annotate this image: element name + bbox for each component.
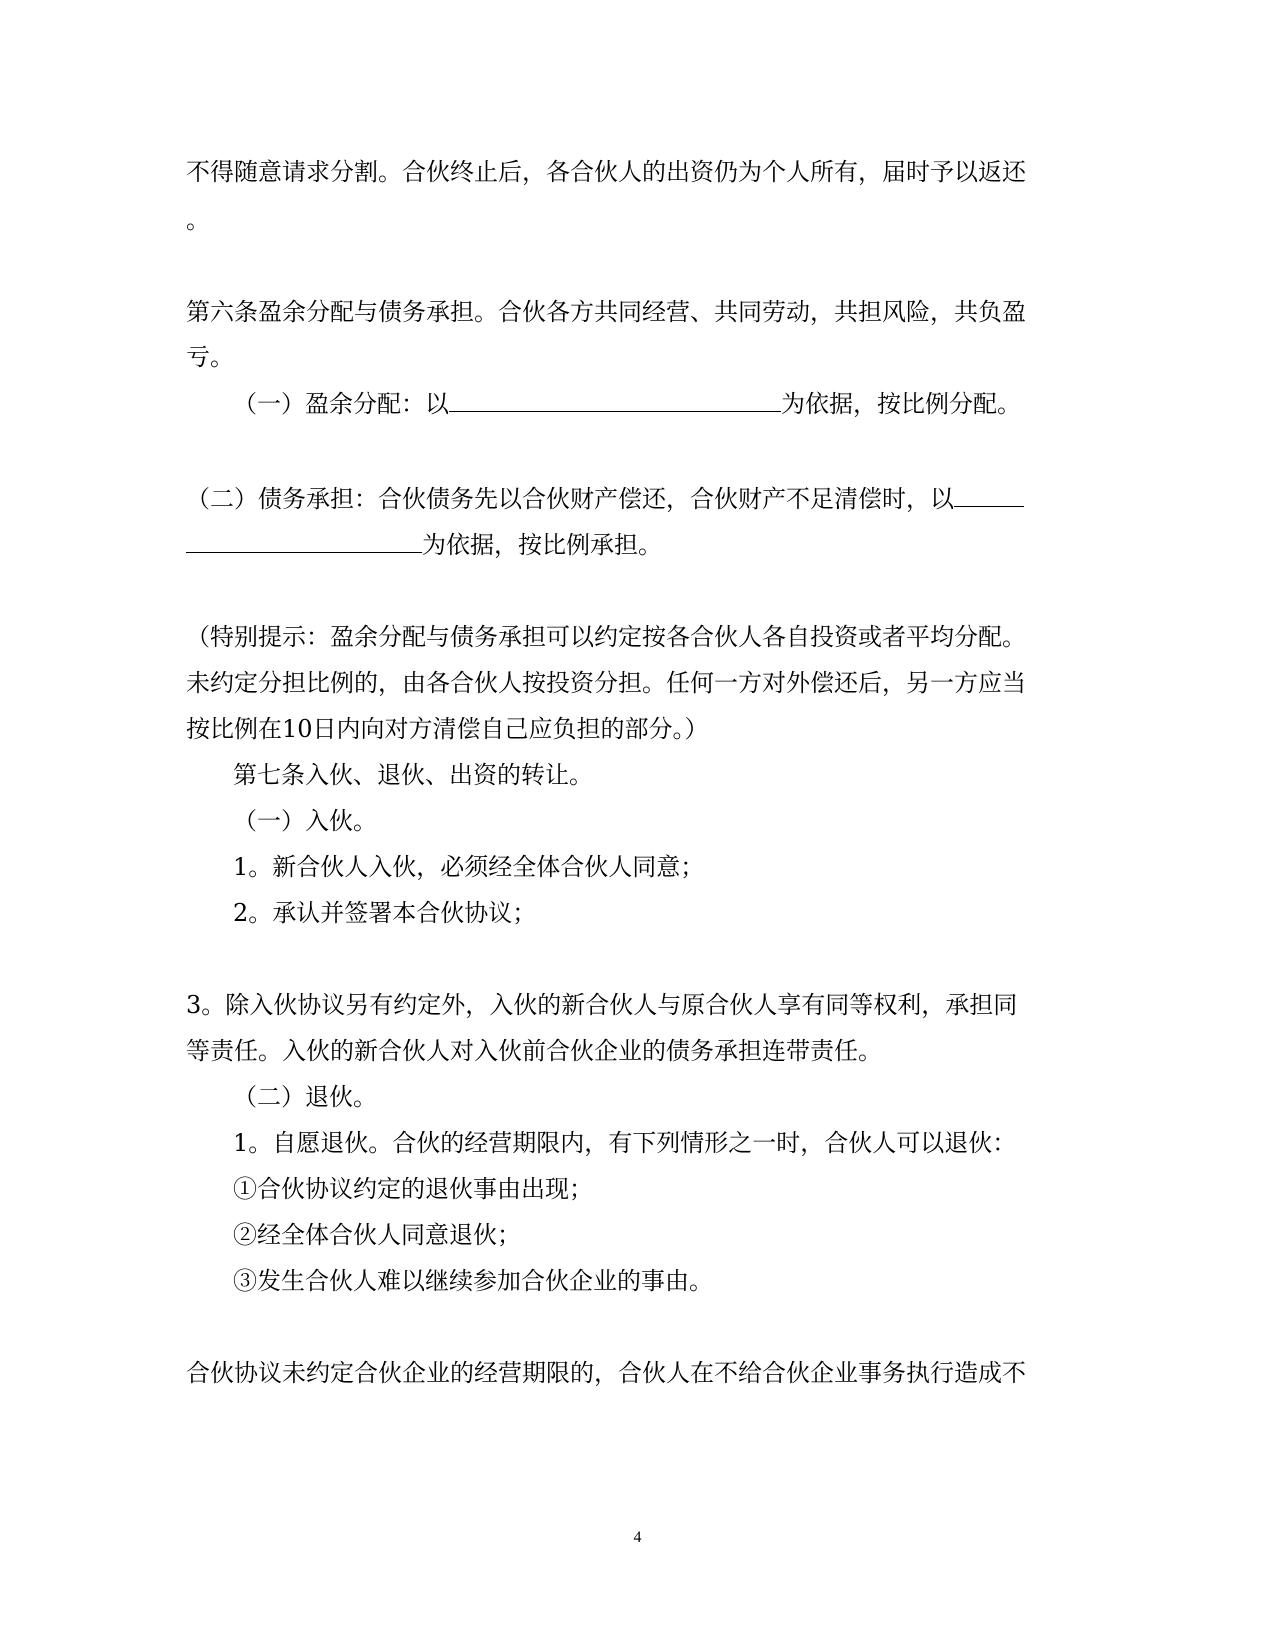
debt-bearing-clause xyxy=(186,485,1024,513)
section-heading-withdrawal: （二）退伙。 xyxy=(233,1083,377,1111)
article-six-heading: 第六条盈余分配与债务承担。合伙各方共同经营、共同劳动，共担风险，共负盈 xyxy=(186,298,1026,326)
list-item: 3。除入伙协议另有约定外，入伙的新合伙人与原合伙人享有同等权利，承担同 xyxy=(186,991,1018,1019)
special-note-line: 未约定分担比例的，由各合伙人按投资分担。任何一方对外偿还后，另一方应当 xyxy=(186,669,1026,697)
paragraph-line: 等责任。入伙的新合伙人对入伙前合伙企业的债务承担连带责任。 xyxy=(186,1037,882,1065)
clause-text: （二）债务承担：合伙债务先以合伙财产偿还，合伙财产不足清偿时，以 xyxy=(186,485,954,513)
paragraph-line: 合伙协议未约定合伙企业的经营期限的，合伙人在不给合伙企业事务执行造成不 xyxy=(186,1359,1026,1387)
list-item: 2。承认并签署本合伙协议； xyxy=(233,899,537,927)
list-item: ②经全体合伙人同意退伙； xyxy=(233,1221,521,1249)
fill-in-blank[interactable] xyxy=(186,532,422,553)
fill-in-blank[interactable] xyxy=(449,391,781,412)
clause-text: 为依据，按比例承担。 xyxy=(422,531,662,559)
page-number: 4 xyxy=(633,1529,642,1546)
clause-text: （一）盈余分配：以 xyxy=(233,390,449,418)
list-item: 1。自愿退伙。合伙的经营期限内，有下列情形之一时，合伙人可以退伙： xyxy=(233,1129,1017,1157)
list-item: ①合伙协议约定的退伙事由出现； xyxy=(233,1175,593,1203)
special-note-line: 按比例在10日内向对方清偿自己应负担的部分。） xyxy=(186,715,709,743)
paragraph-line: 不得随意请求分割。合伙终止后，各合伙人的出资仍为个人所有，届时予以返还 xyxy=(186,158,1026,186)
paragraph-line: 。 xyxy=(186,206,210,234)
article-seven-heading: 第七条入伙、退伙、出资的转让。 xyxy=(233,761,593,789)
special-note-line: （特别提示：盈余分配与债务承担可以约定按各合伙人各自投资或者平均分配。 xyxy=(186,623,1026,651)
clause-text: 为依据，按比例分配。 xyxy=(781,390,1021,418)
list-item: 1。新合伙人入伙，必须经全体合伙人同意； xyxy=(233,853,705,881)
profit-distribution-clause xyxy=(233,390,1021,418)
debt-bearing-clause-cont xyxy=(186,531,662,559)
list-item: ③发生合伙人难以继续参加合伙企业的事由。 xyxy=(233,1267,713,1295)
paragraph-line: 亏。 xyxy=(186,343,234,371)
section-heading-admission: （一）入伙。 xyxy=(233,807,377,835)
fill-in-blank[interactable] xyxy=(954,486,1024,507)
